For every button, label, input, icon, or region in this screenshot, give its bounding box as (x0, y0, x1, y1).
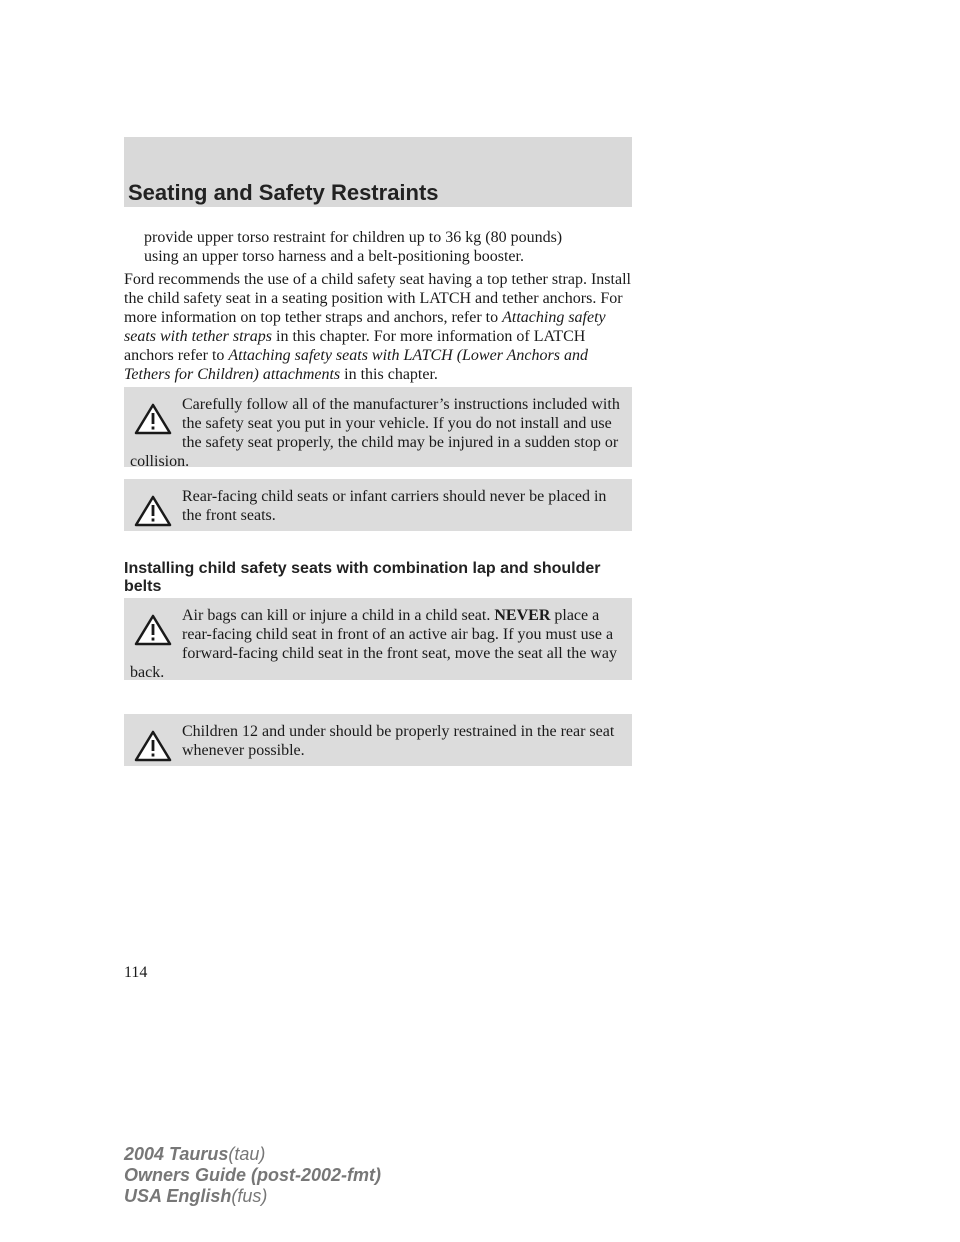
page-number: 114 (124, 964, 148, 981)
warning-triangle-icon (134, 495, 172, 527)
footer-line-1 (124, 1144, 381, 1165)
continued-paragraph (124, 228, 632, 266)
footer-model: 2004 Taurus (124, 1144, 229, 1164)
footer-language-code: (fus) (231, 1186, 268, 1206)
latch-paragraph (124, 270, 632, 384)
warning-text-air-bags-a: Air bags can kill or injure a child in a child seat. (182, 607, 495, 624)
latch-paragraph-text-b: in this chapter. For more information of LATCH anchors refer to (124, 328, 586, 364)
footer-model-code: (tau) (228, 1144, 266, 1164)
latch-paragraph-text-c: in this chapter. (340, 366, 438, 383)
tether-straps-reference: Attaching safety seats with tether straps (124, 309, 606, 345)
footer-guide: Owners Guide (post-2002-fmt) (124, 1165, 382, 1185)
warning-text-air-bags-b: place a rear-facing child seat in front of an active air bag. If you must use a forward-facing child seat in the front seat, move the seat all the way back. (130, 607, 617, 681)
warning-box-instructions (124, 387, 632, 470)
warning-box-front-seats (124, 479, 632, 531)
warning-text-front-seats: Rear-facing child seats or infant carriers should never be placed in the front seats. (182, 488, 607, 524)
section-title: Seating and Safety Restraints (128, 180, 439, 205)
footer-language: USA English (124, 1186, 232, 1206)
warning-text-children-rear: Children 12 and under should be properly restrained in the rear seat whenever possible. (182, 723, 615, 759)
latch-attachments-reference: Attaching safety seats with LATCH (Lower Anchors and Tethers for Children) attachments (124, 347, 588, 383)
footer-line-2 (124, 1165, 381, 1186)
continued-line-2: using an upper torso harness and a belt-positioning booster. (144, 248, 524, 265)
warning-triangle-icon (134, 730, 172, 762)
subheading: Installing child safety seats with combination lap and shoulder belts (124, 560, 601, 595)
latch-paragraph-text-a: Ford recommends the use of a child safety seat having a top tether strap. Install the child safety seat in a seating position with LATCH and tether anchors. For more information on top tether straps and anchors, refer to (124, 271, 631, 326)
warning-triangle-icon (134, 403, 172, 435)
warning-box-air-bags (124, 598, 632, 680)
warning-text-never: NEVER (494, 607, 551, 624)
document-footer (124, 1144, 381, 1207)
footer-line-3 (124, 1186, 381, 1207)
warning-triangle-icon (134, 614, 172, 646)
warning-box-children-rear (124, 714, 632, 766)
warning-text-air-bags (130, 606, 626, 682)
continued-line-1: provide upper torso restraint for children up to 36 kg (80 pounds) (144, 229, 563, 246)
warning-text-instructions: Carefully follow all of the manufacturer’s instructions included with the safety seat you put in your vehicle. If you do not install and use the safety seat properly, the child may be injured in a sudden stop or collision. (130, 396, 620, 470)
